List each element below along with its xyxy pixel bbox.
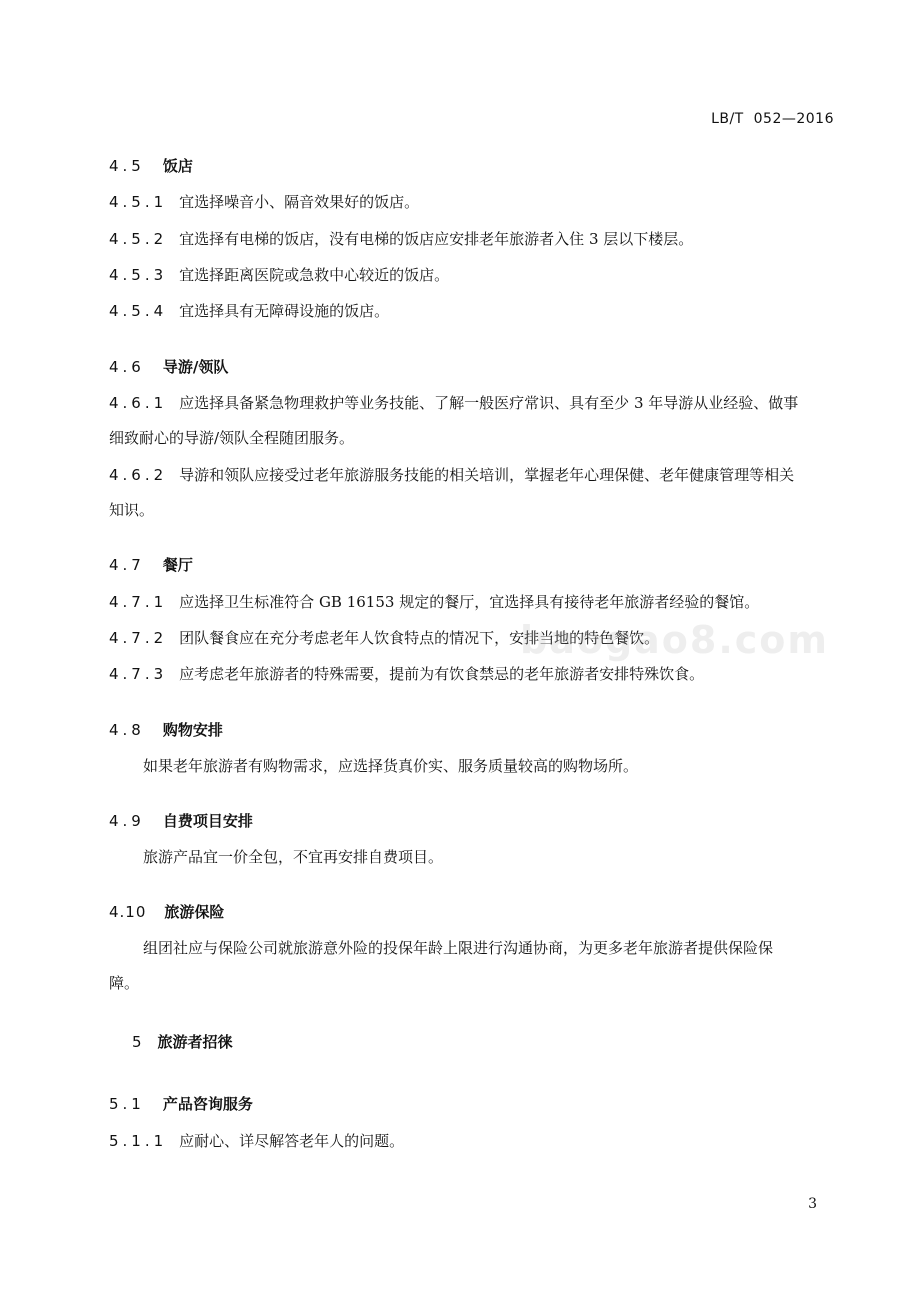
section-heading-4-8	[109, 719, 223, 741]
clause-text: 应考虑老年旅游者的特殊需要，提前为有饮食禁忌的老年旅游者安排特殊饮食。	[179, 665, 705, 683]
section-heading-4-9	[109, 810, 253, 832]
clause-number: 4.6.2	[109, 466, 168, 484]
clause-5-1-1	[109, 1130, 404, 1152]
clause-4-5-2	[109, 228, 693, 250]
clause-4-5-1	[109, 191, 419, 213]
clause-number: 4.7.1	[109, 593, 168, 611]
page-number: 3	[808, 1196, 817, 1212]
chapter-number: 5	[132, 1033, 146, 1051]
clause-number: 5.1.1	[109, 1132, 168, 1150]
clause-text-line1: 应选择具备紧急物理救护等业务技能、了解一般医疗常识、具有至少 3 年导游从业经验、做事	[179, 394, 799, 412]
clause-4-5-4	[109, 300, 389, 322]
section-text-4-9: 旅游产品宜一价全包，不宜再安排自费项目。	[143, 848, 444, 866]
clause-4-6-2-continued: 知识。	[109, 501, 155, 519]
clause-number: 4.5.1	[109, 193, 168, 211]
section-title: 自费项目安排	[162, 812, 253, 830]
clause-4-7-1	[109, 591, 759, 613]
chapter-heading-5	[132, 1031, 233, 1053]
section-title: 产品咨询服务	[162, 1095, 253, 1113]
section-text-4-10-line2: 障。	[109, 974, 140, 992]
clause-number: 4.5.4	[109, 302, 168, 320]
section-title: 导游/领队	[162, 358, 229, 376]
section-heading-5-1	[109, 1093, 253, 1115]
section-title: 饭店	[162, 157, 193, 175]
chapter-title: 旅游者招徕	[157, 1033, 233, 1051]
section-number: 4.8	[109, 721, 145, 739]
section-text-4-10-line1: 组团社应与保险公司就旅游意外险的投保年龄上限进行沟通协商，为更多老年旅游者提供保险保	[143, 939, 774, 957]
standard-code: LB/T 052—2016	[711, 111, 834, 127]
section-heading-4-6	[109, 356, 228, 378]
section-number: 4.5	[109, 157, 145, 175]
clause-text: 宜选择具有无障碍设施的饭店。	[179, 302, 390, 320]
section-heading-4-10	[109, 901, 224, 923]
clause-4-7-3	[109, 663, 704, 685]
section-text-4-8: 如果老年旅游者有购物需求，应选择货真价实、服务质量较高的购物场所。	[143, 757, 639, 775]
clause-text: 宜选择噪音小、隔音效果好的饭店。	[179, 193, 420, 211]
section-title: 旅游保险	[164, 903, 225, 921]
clause-4-6-2	[109, 464, 794, 486]
clause-4-5-3	[109, 264, 449, 286]
clause-number: 4.5.2	[109, 230, 168, 248]
clause-text-line1: 导游和领队应接受过老年旅游服务技能的相关培训，掌握老年心理保健、老年健康管理等相关	[179, 466, 795, 484]
clause-text: 应选择卫生标准符合 GB 16153 规定的餐厅，宜选择具有接待老年旅游者经验的餐馆。	[179, 593, 760, 611]
clause-number: 4.7.2	[109, 629, 168, 647]
clause-4-6-1-continued: 细致耐心的导游/领队全程随团服务。	[109, 429, 355, 447]
clause-text: 宜选择有电梯的饭店，没有电梯的饭店应安排老年旅游者入住 3 层以下楼层。	[179, 230, 694, 248]
section-heading-4-7	[109, 554, 193, 576]
section-heading-4-5	[109, 155, 193, 177]
section-title: 餐厅	[162, 556, 193, 574]
clause-text: 应耐心、详尽解答老年人的问题。	[179, 1132, 405, 1150]
section-number: 5.1	[109, 1095, 145, 1113]
section-number: 4.6	[109, 358, 145, 376]
section-title: 购物安排	[162, 721, 223, 739]
clause-number: 4.7.3	[109, 665, 168, 683]
section-number: 4.9	[109, 812, 145, 830]
watermark: baogao8.com	[520, 618, 830, 662]
clause-number: 4.5.3	[109, 266, 168, 284]
section-number: 4.7	[109, 556, 145, 574]
section-number: 4.10	[109, 903, 147, 921]
clause-text: 团队餐食应在充分考虑老年人饮食特点的情况下，安排当地的特色餐饮。	[179, 629, 660, 647]
clause-number: 4.6.1	[109, 394, 168, 412]
clause-text: 宜选择距离医院或急救中心较近的饭店。	[179, 266, 450, 284]
clause-4-6-1	[109, 392, 798, 414]
